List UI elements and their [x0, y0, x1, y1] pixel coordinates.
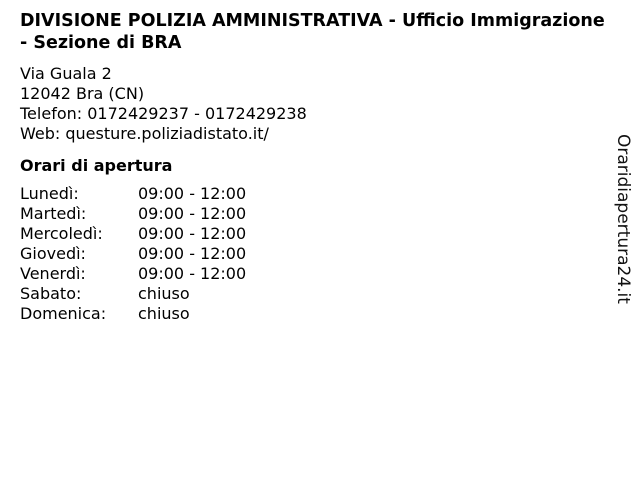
office-card [20, 10, 610, 324]
day-hours: chiuso [138, 284, 190, 303]
address-city: 12042 Bra (CN) [20, 84, 145, 103]
day-label: Venerdì: [20, 264, 86, 283]
day-hours: chiuso [138, 304, 190, 323]
day-label: Lunedì: [20, 184, 79, 203]
hours-row-sunday [20, 304, 246, 324]
site-watermark: Oraridiapertura24.it [613, 134, 633, 304]
day-hours: 09:00 - 12:00 [138, 224, 247, 243]
phone-numbers: Telefon: 0172429237 - 0172429238 [20, 104, 307, 123]
day-label: Mercoledì: [20, 224, 103, 243]
hours-heading: Orari di apertura [20, 156, 173, 175]
opening-hours-table [20, 184, 246, 324]
hours-row-tuesday [20, 204, 246, 224]
hours-row-friday [20, 264, 246, 284]
office-title: DIVISIONE POLIZIA AMMINISTRATIVA - Ufficio Immigrazione - Sezione di BRA [20, 11, 605, 53]
day-label: Martedì: [20, 204, 87, 223]
website: Web: questure.poliziadistato.it/ [20, 124, 269, 143]
address-block [20, 64, 610, 144]
hours-row-monday [20, 184, 246, 204]
day-hours: 09:00 - 12:00 [138, 184, 247, 203]
hours-row-wednesday [20, 224, 246, 244]
day-label: Giovedì: [20, 244, 86, 263]
address-street: Via Guala 2 [20, 64, 112, 83]
day-label: Domenica: [20, 304, 107, 323]
hours-row-thursday [20, 244, 246, 264]
day-hours: 09:00 - 12:00 [138, 204, 247, 223]
day-label: Sabato: [20, 284, 82, 303]
hours-row-saturday [20, 284, 246, 304]
day-hours: 09:00 - 12:00 [138, 264, 247, 283]
day-hours: 09:00 - 12:00 [138, 244, 247, 263]
